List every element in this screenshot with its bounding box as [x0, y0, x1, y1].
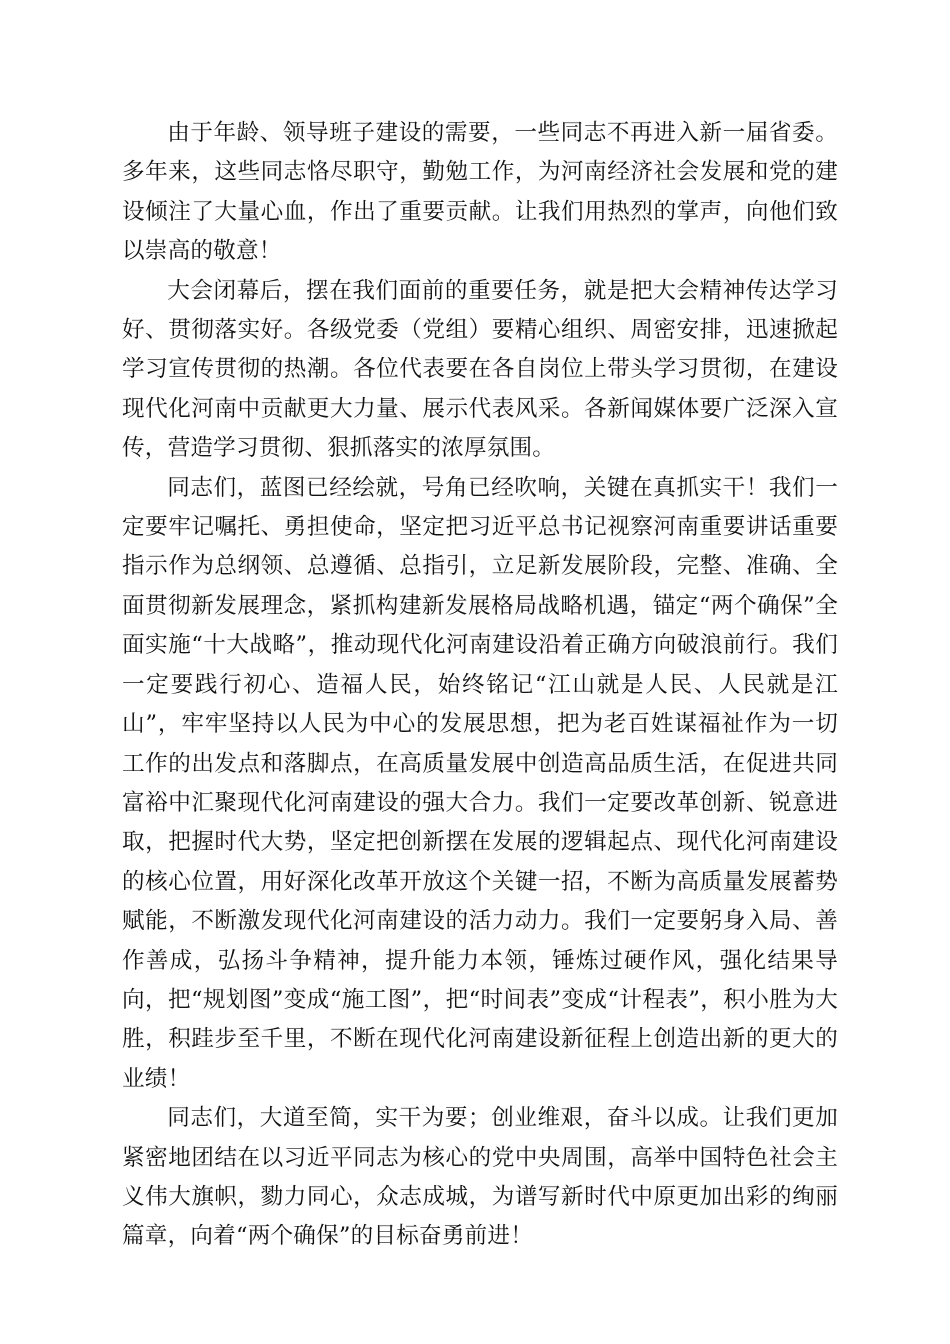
paragraph-closing-appeal: 同志们，大道至简，实干为要；创业维艰，奋斗以成。让我们更加紧密地团结在以习近平同志为核心的党中央周围，高举中国特色社会主义伟大旗帜，勠力同心，众志成城，为谱写新时代中原更加出彩的绚丽篇章，向着“两个确保”的目标奋勇前进！: [122, 1105, 838, 1250]
document-body: [122, 114, 838, 1257]
paragraph-post-congress-tasks: 大会闭幕后，摆在我们面前的重要任务，就是把大会精神传达学习好、贯彻落实好。各级党委（党组）要精心组织、周密安排，迅速掀起学习宣传贯彻的热潮。各位代表要在各自岗位上带头学习贯彻，在建设现代化河南中贡献更大力量、展示代表风采。各新闻媒体要广泛深入宣传，营造学习贯彻、狠抓落实的浓厚氛围。: [122, 277, 838, 462]
paragraph-farewell-tribute: 由于年龄、领导班子建设的需要，一些同志不再进入新一届省委。多年来，这些同志恪尽职守，勤勉工作，为河南经济社会发展和党的建设倾注了大量心血，作出了重要贡献。让我们用热烈的掌声，向他们致以崇高的敬意！: [122, 120, 838, 265]
paragraph-call-to-action: 同志们，蓝图已经绘就，号角已经吹响，关键在真抓实干！我们一定要牢记嘱托、勇担使命，坚定把习近平总书记视察河南重要讲话重要指示作为总纲领、总遵循、总指引，立足新发展阶段，完整、准确、全面贯彻新发展理念，紧抓构建新发展格局战略机遇，锚定“两个确保”全面实施“十大战略”，推动现代化河南建设沿着正确方向破浪前行。我们一定要践行初心、造福人民，始终铭记“江山就是人民、人民就是江山”，牢牢坚持以人民为中心的发展思想，把为老百姓谋福祉作为一切工作的出发点和落脚点，在高质量发展中创造高品质生活，在促进共同富裕中汇聚现代化河南建设的强大合力。我们一定要改革创新、锐意进取，把握时代大势，坚定把创新摆在发展的逻辑起点、现代化河南建设的核心位置，用好深化改革开放这个关键一招，不断为高质量发展蓄势赋能，不断激发现代化河南建设的活力动力。我们一定要躬身入局、善作善成，弘扬斗争精神，提升能力本领，锤炼过硬作风，强化结果导向，把“规划图”变成“施工图”，把“时间表”变成“计程表”，积小胜为大胜，积跬步至千里，不断在现代化河南建设新征程上创造出新的更大的业绩！: [122, 474, 839, 1092]
